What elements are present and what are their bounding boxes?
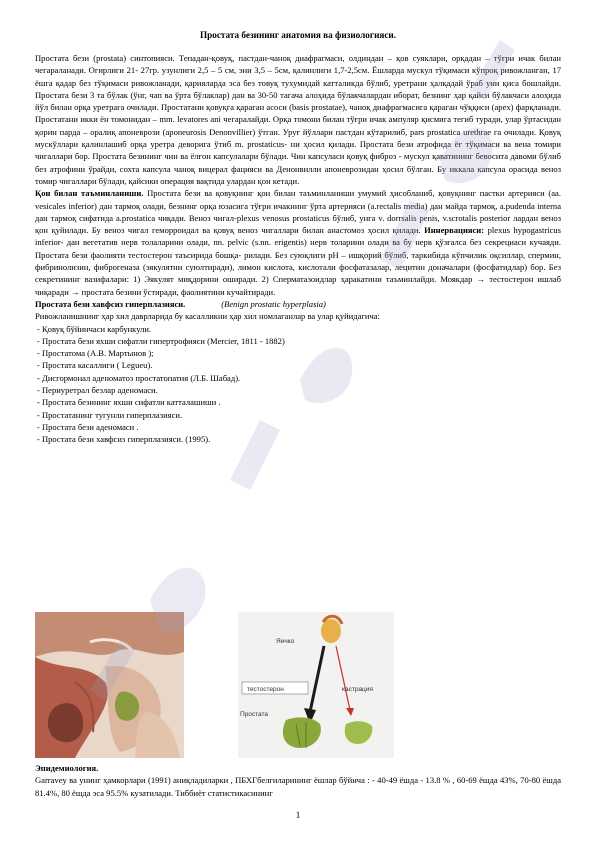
testosterone-arrow — [310, 646, 324, 712]
blood-supply-text: Простата бези ва қовуқнинг қон билан таъминланиши умумий ҳисобланиб, қовуқнинг пастки артерияси (aa. vesicales inferior) дан тармоқ олади, безнинг орқа юзасига тўғри ичакнинг ўрта артерияси (a.rectalis media) дан майда тармоқ, a.pudenda interna дан тармоқ сифатида a.prostatica чиқади. Веноз чигал-plexus venosus prostaticus бўлиб, унга v. dorrsalis penis, v.scrotalis posterior лардан веноз қон қуйилади. Бу веноз чигал геморроидал ва қовуқ веноз чигаллари билан анастомоз ҳосил қилади. — [35, 188, 561, 236]
figures-row — [35, 612, 395, 758]
anatomy-section-image — [35, 612, 184, 758]
epidemiology-section — [35, 762, 561, 799]
page-title: Простата безининг анатомия ва физиологияси. — [200, 30, 396, 40]
list-item: - Простатанинг тугунли гиперплазияси. — [37, 409, 183, 420]
castration-label: кастрация — [342, 686, 373, 693]
testosterone-label: тестостерон — [247, 686, 284, 693]
list-item: - Қовуқ бўйинчаси карбункули. — [37, 323, 152, 334]
testosterone-castration-diagram — [238, 612, 394, 758]
castration-arrow — [336, 646, 350, 710]
list-item: - Простата безининг яхши сифатли катталашиши . — [37, 397, 221, 408]
bph-heading-line — [35, 298, 561, 310]
bph-latin: (Benign prostatic hyperplasia) — [221, 298, 326, 309]
paragraph-synopsis: Простата бези (prostata) синтопияси. Тепадан-қовуқ, пастдан-чаноқ диафрагмаси, олдиндан – қов суяклари, орқадан – тўғри ичак билан чегараланади. Огирлиги 21- 27гр. узунлиги 2,5 – 5 см, эни 3,5 – 5см, қалинлиги 1,7-2,5см. Ёшларда мускул тўқимаси кўпроқ ривожланган, 17 ёшга қадар без тўқимаси ривожланади, қарияларда эса без товуқ тухумидай катталикда бўлиб, уретрани ҳалқадай ўраб уни қиса бошлайди. Простата бези 3 та бўлак (ўнг, чап ва ўрта бўлаклар) дан ва 30-50 тагача алоҳида бўлакчалардан иборат, безнинг ҳар қайси бўлакчаси алоҳида йўл билан орқа уретрага очилади. Простатани қовуқга қараган асоси (basis prostatae), чаноқ диафрагмасига қараган чўққиси (apex) фарқланади. Простатани икки ён томонидан – mm. levatores ani чегаралайди. Орқа томони билан тўғри ичак ампуляр қисмига тегиб туради, улар ўртасидан қорин парда – оралиқ апоневрози (aponeurosis Denonvillier) ўтган. Уруғ йўллари пастдан кўтарилиб, pars prostatica urethrae га очилади. Қовуқ мускўллари қалинлашиб орқа уретра деворига ўтиб m. prostaticus- ни ҳосил қилади. Простата бези атрофида ёғ тўқимаси ва вена томири чигаллари бор. Простата безининг чин ва ёлғон капсулалари бўлади. Чин капсуласи қовуқ фиброз - мускул қаватининг бевосита давоми бўлиб без атрофини ўрайди, сохта капсула чаноқ вицерал фацияси ва Денонвилли апоневрозидан ҳосил бўлган. Бу иккала капсула орасида веноз томир чигаллари бўлади, қайсики операция вақтида улардан қон кетади. — [35, 53, 561, 186]
list-item: - Простата бези хавфсиз гиперплазияси. (1995). — [37, 434, 211, 445]
list-item: - Дисгормонал аденоматоз простатопатия (Л.Б. Шабад). — [37, 372, 241, 383]
epidemiology-heading-line — [35, 762, 561, 774]
list-item: - Простата касаллиги ( Legueu). — [37, 360, 153, 371]
prostate-atrophic-shape — [345, 721, 373, 744]
blood-supply-heading: Қон билан таъминланиши. — [35, 188, 144, 199]
list-item: - Простата бези яхши сифатли гипертрофияси (Mercier, 1811 - 1882) — [37, 335, 285, 346]
epidemiology-text: Garravey ва унинг ҳамкорлари (1991) аниқладиларки , ПБХГбелгиларининг ёшлар бўйича : - 40-49 ёшда - 13.8 % , 60-69 ёшда 43%, 70-80 ёшда 81.4%, 80 ёшда эса 95.5% кузатилади. Тиббиёт статистикасининг — [35, 775, 561, 798]
list-item: - Простатома (А.В. Мартынов ); — [37, 348, 154, 359]
innervation-heading: Иннервацияси: — [420, 225, 485, 236]
list-item: - Простата бези аденомаси . — [37, 421, 139, 432]
testis-label: Яичко — [276, 638, 295, 645]
innervation-text: plexus hypogastricus inferior- дан вегетатив нерв толаларини олади, nn. pelvic (s.nn. erigentis) нерв толарини олади ва бу нерв қўзғалса без секрециаси кучаяди. Простата бези фаолияти тестостерон таъсирида бошқа- рилади. Без суюқлиги рН – ишқорий бўлиб, таркибида кўпчилик оқсиллар, спермин, фибринолизин, фиброгеназа (эякулятни суюлтиради), лимон кислота, кислотали фосфатазалар, лецитин доначалари (фосфатидлар) бор. Без секретининг вазифалари: 1) Эякулят миқдорини оширади. 2) Сперматазоидлар ҳаракатини таъминлайди. Моякдар → тестостерон ишлаб чиқаради → простата безини ўстиради, фаолиятини кучайтиради. — [35, 225, 561, 297]
synonym-list — [35, 323, 561, 446]
document-body — [35, 52, 561, 446]
list-item: - Периуретрал безлар аденомаси. — [37, 385, 158, 396]
epidemiology-heading: Эпидемиология. — [35, 763, 99, 773]
prostate-label: Простата — [240, 711, 269, 718]
prostate-enlarged-shape — [283, 717, 321, 748]
paragraph-blood-supply — [35, 187, 561, 298]
paragraph-naming: Ривожланишнинг ҳар хил даврларида бу касалликни ҳар хил номлаганлар ва улар қуйидагича: — [35, 311, 380, 322]
bph-heading: Простата бези хавфсиз гиперплазияси. — [35, 298, 186, 309]
testosterone-diagram — [238, 612, 394, 758]
page-number: 1 — [295, 810, 301, 820]
pelvis-illustration — [35, 612, 184, 758]
